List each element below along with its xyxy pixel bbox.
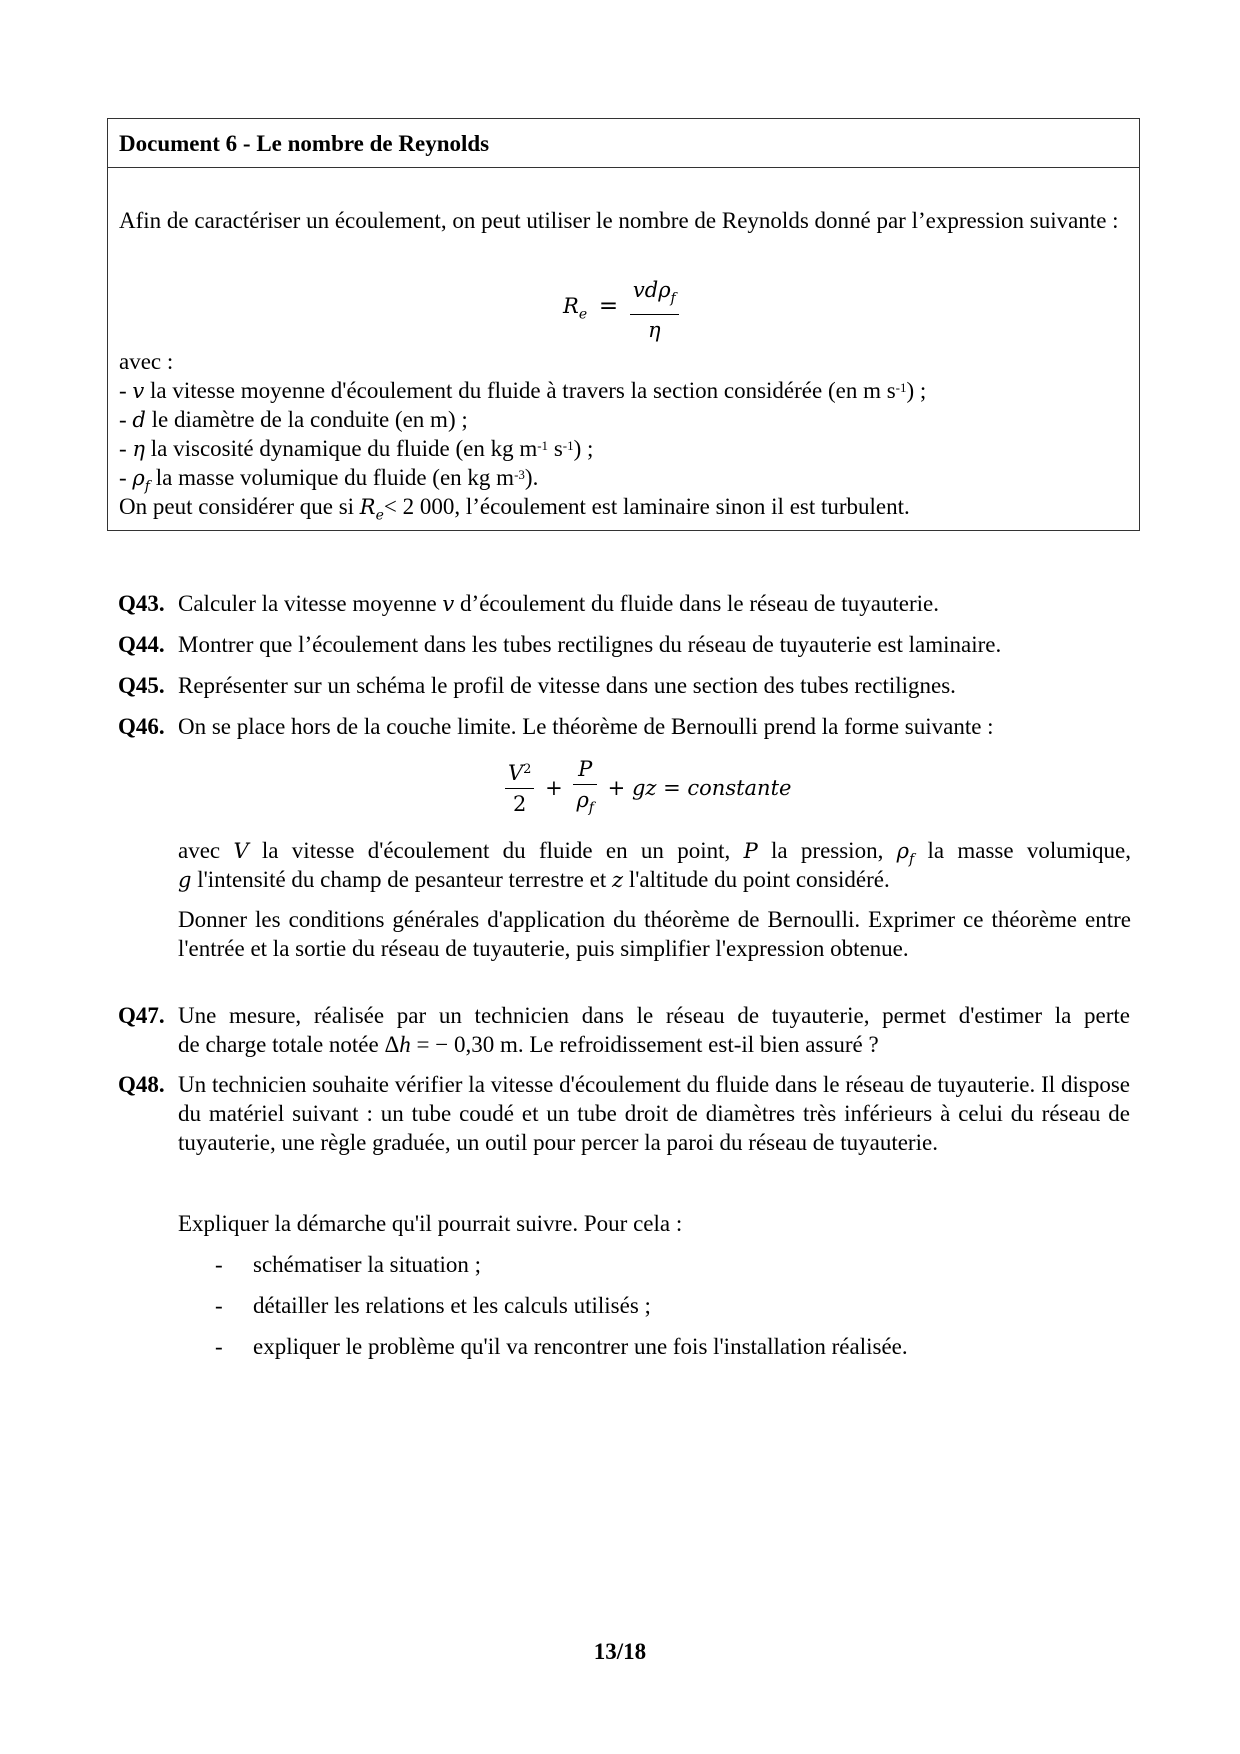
question-text: Représenter sur un schéma le profil de vitesse dans une section des tubes rectilignes. <box>178 673 956 698</box>
document-body <box>119 206 1129 235</box>
formula-fraction <box>630 275 679 345</box>
document-box <box>107 118 1140 531</box>
question-46 <box>118 712 1130 741</box>
formula-numerator-sub: f <box>670 290 676 307</box>
definitions-block <box>119 347 1129 524</box>
document-title: Document 6 - Le nombre de Reynolds <box>108 119 1139 168</box>
q46-instructions: Donner les conditions générales d'application du théorème de Bernoulli. Exprimer ce théorème entre l'entrée et la sortie du réseau de tuyauterie, puis simplifier l'expression obtenue. <box>178 907 1131 961</box>
laminar-condition: On peut considérer que si $R_e< 2$ 000, l’écoulement est laminaire sinon il est turbulent. <box>119 494 910 524</box>
bernoulli-term-1: $\frac{V^2}{2}$ <box>505 758 534 819</box>
formula-denominator: η <box>648 317 661 342</box>
question-label: Q48. <box>118 1072 165 1097</box>
question-44 <box>118 630 1130 659</box>
question-text: Un technicien souhaite vérifier la vitesse d'écoulement du fluide dans le réseau de tuyauterie. Il dispose du matériel suivant : un tube coudé et un tube droit de diamètres très inférieurs à celui du réseau de tuyauterie, une règle graduée, un outil pour percer la paroi du réseau de tuyauterie. <box>178 1072 1130 1155</box>
question-label: Q43. <box>118 591 165 616</box>
definition-d: - d le diamètre de la conduite (en m) ; <box>119 407 468 432</box>
q46-variables-paragraph: avec V la vitesse d'écoulement du fluide en un point, P la pression, $\rho_f$ la masse volumique, g l'intensité du champ de pesanteur terrestre et z l'altitude du point considéré. <box>178 838 1132 892</box>
question-45 <box>118 671 1130 700</box>
question-47 <box>118 1001 1130 1059</box>
definition-rho: - $\rho_f$ la masse volumique du fluide (en kg $m^{-3}$). <box>119 465 539 495</box>
question-text: Calculer la vitesse moyenne v d’écoulement du fluide dans le réseau de tuyauterie. <box>178 591 940 616</box>
question-label: Q46. <box>118 714 165 739</box>
question-text: Une mesure, réalisée par un technicien dans le réseau de tuyauterie, permet d'estimer la perte de charge totale notée Δh = − 0,30 m. Le refroidissement est-il bien assuré ? <box>178 1003 1130 1057</box>
document-intro: Afin de caractériser un écoulement, on peut utiliser le nombre de Reynolds donné par l’expression suivante : <box>119 208 1119 233</box>
question-label: Q45. <box>118 673 165 698</box>
bernoulli-term-2: $\frac{P}{\rho_f}$ <box>573 754 597 823</box>
q48-instructions: Expliquer la démarche qu'il pourrait suivre. Pour cela : <box>178 1211 683 1236</box>
definition-eta: - η la viscosité dynamique du fluide (en kg $m^{-1}$ $s^{-1}$) ; <box>119 436 594 461</box>
question-text: Montrer que l’écoulement dans les tubes rectilignes du réseau de tuyauterie est laminaire. <box>178 632 1002 657</box>
bernoulli-formula: $\frac{V^2}{2}$ + $\frac{P}{\rho_f}$ + gz = constante <box>505 754 791 824</box>
formula-lhs: R <box>563 293 579 318</box>
avec-label: avec : <box>119 349 174 374</box>
question-48 <box>118 1070 1130 1157</box>
question-label: Q44. <box>118 632 165 657</box>
formula-equals: = <box>598 292 619 319</box>
page-number: 13/18 <box>593 1639 647 1664</box>
formula-lhs-sub: e <box>578 306 588 323</box>
question-43 <box>118 589 1130 619</box>
definition-v: - v la vitesse moyenne d'écoulement du fluide à travers la section considérée (en m $s^{-1}$) ; <box>119 378 927 403</box>
formula-numerator: vdρ <box>632 278 671 302</box>
question-label: Q47. <box>118 1003 165 1028</box>
bernoulli-rest: + gz = constante <box>607 776 792 801</box>
reynolds-formula <box>563 275 723 342</box>
question-text: On se place hors de la couche limite. Le théorème de Bernoulli prend la forme suivante : <box>178 714 994 739</box>
